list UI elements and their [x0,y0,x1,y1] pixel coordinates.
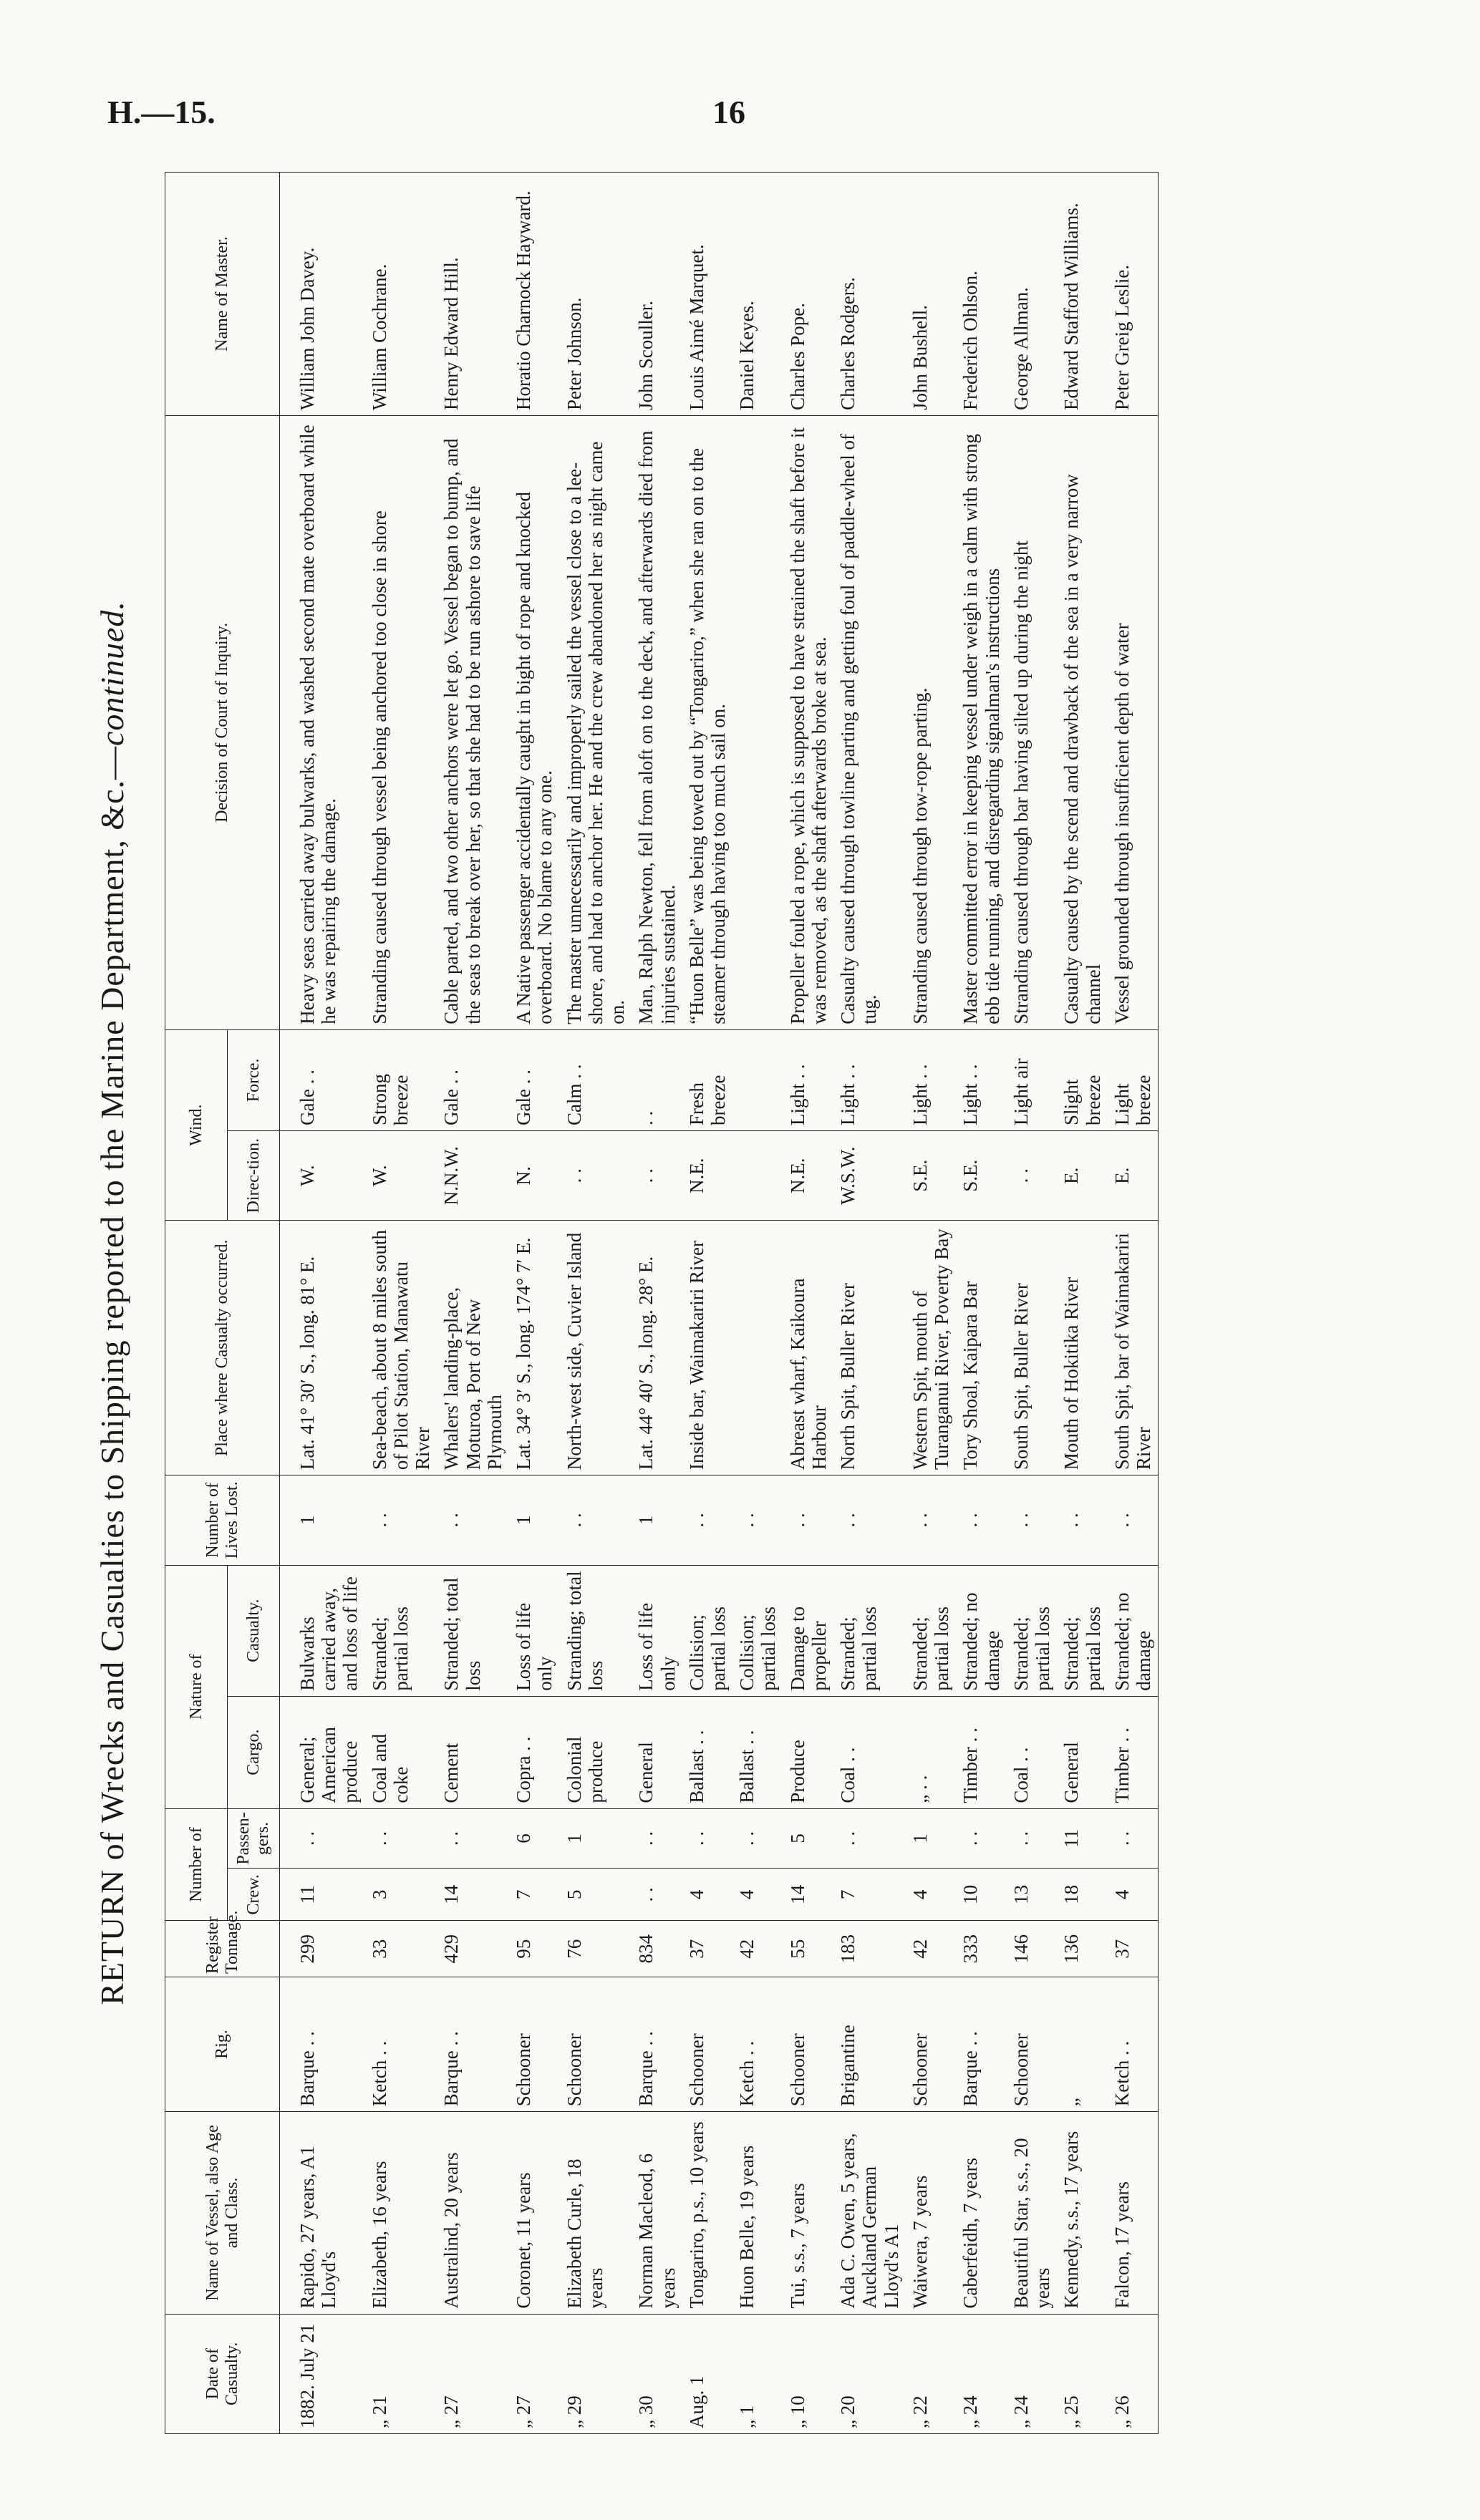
cell-master: Henry Edward Hill. [437,173,509,416]
cell-force: Strong breeze [365,1029,437,1130]
cell-place: Western Spit, mouth of Turanganui River, Poverty Bay [906,1221,956,1475]
cell-passengers: 6 [509,1808,559,1869]
rotated-page-content [93,172,1325,2434]
cell-casualty: Collision; partial loss [732,1565,783,1696]
page-code: H.—15. [107,94,216,130]
cell-place: Lat. 44° 40′ S., long. 28° E. [632,1221,682,1475]
cell-decision: Heavy seas carried away bulwarks, and washed second mate overboard while he was repairing the damage. [293,416,365,1030]
cell-date: „ 30 [632,2314,682,2433]
cell-direction: S.E. [956,1130,1006,1221]
cell-date: „ 29 [560,2314,632,2433]
cell-master: William Cochrane. [365,173,437,416]
cell-cargo: General; American produce [293,1696,365,1808]
cell-casualty: Damage to propeller [783,1565,833,1696]
cell-rig: Ketch . . [365,1977,437,2111]
cell-direction: . . [560,1130,632,1221]
title-continued: continued. [94,601,130,746]
cell-vessel: Elizabeth, 16 years [365,2112,437,2314]
table-body [280,173,1159,2434]
cell-master: Peter Johnson. [560,173,632,416]
cell-crew: 4 [732,1869,783,1921]
table-row [1057,173,1107,2434]
table-row [682,173,732,2434]
casualty-table [165,172,1159,2434]
cell-casualty: Stranded; partial loss [1057,1565,1107,1696]
cell-casualty: Stranding; total loss [560,1565,632,1696]
cell-tonnage: 42 [732,1921,783,1977]
cell-master: Charles Rodgers. [833,173,906,416]
cell-passengers: 11 [1057,1808,1107,1869]
col-header-master: Name of Master. [165,173,280,416]
table-row [509,173,559,2434]
cell-rig: Schooner [783,1977,833,2111]
cell-date: „ 27 [509,2314,559,2433]
title-main: RETURN of Wrecks and Casualties to Shipping reported to the Marine Department, &c.— [94,745,130,2005]
cell-tonnage: 42 [906,1921,956,1977]
cell-place: Lat. 34° 3′ S., long. 174° 7′ E. [509,1221,559,1475]
cell-direction: . . [632,1130,682,1221]
table-row [906,173,956,2434]
cell-force: Fresh breeze [682,1029,732,1130]
cell-vessel: Waiwera, 7 years [906,2112,956,2314]
cell-master: Horatio Charnock Hayward. [509,173,559,416]
col-header-direction: Direc-tion. [228,1130,280,1221]
cell-master: Daniel Keyes. [732,173,783,416]
cell-force: Gale . . [293,1029,365,1130]
cell-vessel: Rapido, 27 years, A1 Lloyd's [293,2112,365,2314]
cell-date: „ 25 [1057,2314,1107,2433]
cell-lives: . . [1108,1475,1159,1566]
cell-crew: 5 [560,1869,632,1921]
col-header-cargo: Cargo. [228,1696,280,1808]
cell-decision: The master unnecessarily and improperly sailed the vessel close to a lee-shore, and had to anchor her. He and the crew abandoned her as night came on. [560,416,632,1030]
col-header-nature-of: Nature of [165,1565,228,1808]
cell-rig: Barque . . [437,1977,509,2111]
cell-rig: Schooner [1007,1977,1057,2111]
cell-place: Lat. 41° 30′ S., long. 81° E. [293,1221,365,1475]
cell-passengers: . . [437,1808,509,1869]
cell-master: Peter Greig Leslie. [1108,173,1159,416]
cell-vessel: Caberfeidh, 7 years [956,2112,1006,2314]
cell-date: „ 22 [906,2314,956,2433]
cell-passengers: 1 [906,1808,956,1869]
cell-passengers: . . [833,1808,906,1869]
cell-date: „ 10 [783,2314,833,2433]
cell-tonnage: 55 [783,1921,833,1977]
cell-direction: E. [1057,1130,1107,1221]
cell-crew: 14 [437,1869,509,1921]
cell-place: Sea-beach, about 8 miles south of Pilot Station, Manawatu River [365,1221,437,1475]
cell-direction: W.S.W. [833,1130,906,1221]
col-header-decision: Decision of Court of Inquiry. [165,416,280,1030]
cell-place: North Spit, Buller River [833,1221,906,1475]
cell-crew: 7 [509,1869,559,1921]
cell-crew: 7 [833,1869,906,1921]
cell-force: Light . . [833,1029,906,1130]
cell-vessel: Huon Belle, 19 years [732,2112,783,2314]
cell-decision: Cable parted, and two other anchors were let go. Vessel began to bump, and the seas to break over her, so that she had to be run ashore to save life [437,416,509,1030]
col-header-date: Date of Casualty. [165,2314,280,2433]
cell-lives: . . [732,1475,783,1566]
cell-place: Abreast wharf, Kaikoura Harbour [783,1221,833,1475]
cell-date: „ 1 [732,2314,783,2433]
cell-rig: „ [1057,1977,1107,2111]
page-number: 16 [712,94,745,130]
cell-date: „ 21 [365,2314,437,2433]
cell-date: 1882. July 21 [293,2314,365,2433]
cell-cargo: Copra . . [509,1696,559,1808]
col-header-crew: Crew. [228,1869,280,1921]
table-row [1007,173,1057,2434]
cell-decision: Stranding caused through bar having silted up during the night [1007,416,1057,1030]
cell-crew: 10 [956,1869,1006,1921]
cell-direction [732,1130,783,1221]
cell-force: Slight breeze [1057,1029,1107,1130]
cell-direction: E. [1108,1130,1159,1221]
cell-direction: W. [365,1130,437,1221]
cell-rig: Schooner [906,1977,956,2111]
table-row [783,173,833,2434]
cell-date: „ 20 [833,2314,906,2433]
cell-casualty: Stranded; partial loss [833,1565,906,1696]
cell-rig: Brigantine [833,1977,906,2111]
cell-direction: N.E. [682,1130,732,1221]
cell-direction: W. [293,1130,365,1221]
cell-master: William John Davey. [293,173,365,416]
col-header-casualty: Casualty. [228,1565,280,1696]
cell-tonnage: 37 [682,1921,732,1977]
cell-tonnage: 299 [293,1921,365,1977]
table-row [833,173,906,2434]
cell-vessel: Falcon, 17 years [1108,2112,1159,2314]
page-title [93,172,150,2434]
cell-crew: 13 [1007,1869,1057,1921]
cell-lives: . . [833,1475,906,1566]
cell-rig: Ketch . . [732,1977,783,2111]
cell-passengers: . . [682,1808,732,1869]
cell-passengers: . . [632,1808,682,1869]
cell-decision: Vessel grounded through insufficient depth of water [1108,416,1159,1030]
cell-force: Light . . [783,1029,833,1130]
cell-lives: . . [682,1475,732,1566]
cell-vessel: Tui, s.s., 7 years [783,2112,833,2314]
cell-vessel: Elizabeth Curle, 18 years [560,2112,632,2314]
cell-force: Light . . [956,1029,1006,1130]
table-row [560,173,632,2434]
cell-tonnage: 429 [437,1921,509,1977]
cell-crew: . . [632,1869,682,1921]
cell-cargo: Ballast . . [682,1696,732,1808]
cell-casualty: Stranded; no damage [1108,1565,1159,1696]
cell-place [732,1221,783,1475]
cell-casualty: Stranded; partial loss [365,1565,437,1696]
cell-force: . . [632,1029,682,1130]
cell-cargo: General [1057,1696,1107,1808]
col-header-passengers: Passen-gers. [228,1808,280,1869]
cell-vessel: Tongariro, p.s., 10 years [682,2112,732,2314]
col-header-force: Force. [228,1029,280,1130]
cell-tonnage: 95 [509,1921,559,1977]
table-row [956,173,1006,2434]
cell-vessel: Kennedy, s.s., 17 years [1057,2112,1107,2314]
cell-master: John Bushell. [906,173,956,416]
table-row [1108,173,1159,2434]
cell-casualty: Stranded; partial loss [906,1565,956,1696]
cell-lives: 1 [293,1475,365,1566]
cell-force: Calm . . [560,1029,632,1130]
cell-tonnage: 333 [956,1921,1006,1977]
cell-cargo: Timber . . [956,1696,1006,1808]
cell-place: Inside bar, Waimakariri River [682,1221,732,1475]
cell-casualty: Stranded; total loss [437,1565,509,1696]
cell-place: Mouth of Hokitika River [1057,1221,1107,1475]
cell-tonnage: 76 [560,1921,632,1977]
cell-crew: 14 [783,1869,833,1921]
cell-master: John Scouller. [632,173,682,416]
cell-passengers: . . [732,1808,783,1869]
cell-date: „ 24 [1007,2314,1057,2433]
cell-casualty: Loss of life only [632,1565,682,1696]
table-row [293,173,365,2434]
cell-direction: N. [509,1130,559,1221]
cell-vessel: Coronet, 11 years [509,2112,559,2314]
cell-tonnage: 136 [1057,1921,1107,1977]
cell-cargo: Timber . . [1108,1696,1159,1808]
cell-casualty: Stranded; no damage [956,1565,1006,1696]
cell-passengers: . . [365,1808,437,1869]
cell-passengers: 5 [783,1808,833,1869]
cell-decision: Propeller fouled a rope, which is supposed to have strained the shaft before it was removed, as the shaft afterwards broke at sea. [783,416,833,1030]
cell-lives: . . [1057,1475,1107,1566]
cell-vessel: Norman Macleod, 6 years [632,2112,682,2314]
cell-force: Light air [1007,1029,1057,1130]
cell-place: South Spit, Buller River [1007,1221,1057,1475]
col-header-lives: Number of Lives Lost. [165,1475,280,1566]
col-header-tonnage: Register Tonnage. [165,1921,280,1977]
cell-lives: . . [365,1475,437,1566]
cell-vessel: Beautiful Star, s.s., 20 years [1007,2112,1057,2314]
cell-rig: Ketch . . [1108,1977,1159,2111]
cell-decision: A Native passenger accidentally caught in bight of rope and knocked overboard. No blame to any one. [509,416,559,1030]
cell-casualty: Loss of life only [509,1565,559,1696]
cell-master: Edward Stafford Williams. [1057,173,1107,416]
cell-tonnage: 834 [632,1921,682,1977]
cell-rig: Schooner [560,1977,632,2111]
cell-decision: Stranding caused through vessel being anchored too close in shore [365,416,437,1030]
cell-crew: 3 [365,1869,437,1921]
cell-lives: . . [437,1475,509,1566]
cell-master: Charles Pope. [783,173,833,416]
cell-decision: Master committed error in keeping vessel under weigh in a calm with strong ebb tide running, and disregarding signalman's instructions [956,416,1006,1030]
cell-crew: 18 [1057,1869,1107,1921]
col-header-wind: Wind. [165,1029,228,1221]
cell-lives: 1 [509,1475,559,1566]
cell-tonnage: 183 [833,1921,906,1977]
cell-direction: . . [1007,1130,1057,1221]
cell-place: Tory Shoal, Kaipara Bar [956,1221,1006,1475]
cell-date: „ 26 [1108,2314,1159,2433]
cell-direction: N.E. [783,1130,833,1221]
cell-cargo: „ . . [906,1696,956,1808]
cell-passengers: . . [956,1808,1006,1869]
cell-date: „ 24 [956,2314,1006,2433]
cell-tonnage: 146 [1007,1921,1057,1977]
cell-rig: Barque . . [632,1977,682,2111]
cell-crew: 11 [293,1869,365,1921]
cell-place: Whalers' landing-place, Moturoa, Port of New Plymouth [437,1221,509,1475]
cell-direction: N.N.W. [437,1130,509,1221]
cell-vessel: Australind, 20 years [437,2112,509,2314]
cell-decision: Man, Ralph Newton, fell from aloft on to the deck, and afterwards died from injuries sustained. [632,416,682,1030]
cell-cargo: Coal . . [833,1696,906,1808]
cell-crew: 4 [682,1869,732,1921]
cell-rig: Barque . . [956,1977,1006,2111]
cell-master: Frederich Ohlson. [956,173,1006,416]
cell-crew: 4 [906,1869,956,1921]
cell-rig: Schooner [509,1977,559,2111]
cell-cargo: Ballast . . [732,1696,783,1808]
col-header-vessel: Name of Vessel, also Age and Class. [165,2112,280,2314]
cell-decision [732,416,783,1030]
cell-force [732,1029,783,1130]
cell-casualty: Stranded; partial loss [1007,1565,1057,1696]
cell-lives: 1 [632,1475,682,1566]
cell-master: Louis Aimé Marquet. [682,173,732,416]
col-header-place: Place where Casualty occurred. [165,1221,280,1475]
cell-lives: . . [560,1475,632,1566]
cell-lives: . . [956,1475,1006,1566]
cell-lives: . . [783,1475,833,1566]
cell-cargo: Coal and coke [365,1696,437,1808]
cell-master: George Allman. [1007,173,1057,416]
cell-casualty: Collision; partial loss [682,1565,732,1696]
cell-passengers: . . [1108,1808,1159,1869]
cell-force: Light breeze [1108,1029,1159,1130]
cell-lives: . . [906,1475,956,1566]
cell-decision: Stranding caused through tow-rope parting. [906,416,956,1030]
cell-cargo: Produce [783,1696,833,1808]
cell-passengers: 1 [560,1808,632,1869]
col-header-rig: Rig. [165,1977,280,2111]
cell-rig: Schooner [682,1977,732,2111]
cell-casualty: Bulwarks carried away, and loss of life [293,1565,365,1696]
table-row [632,173,682,2434]
cell-lives: . . [1007,1475,1057,1566]
cell-cargo: Cement [437,1696,509,1808]
table-row [732,173,783,2434]
table-row [365,173,437,2434]
col-header-number-of: Number of [165,1808,228,1921]
cell-place: North-west side, Cuvier Island [560,1221,632,1475]
cell-direction: S.E. [906,1130,956,1221]
cell-decision: Casualty caused through towline parting and getting foul of paddle-wheel of tug. [833,416,906,1030]
cell-decision: “Huon Belle” was being towed out by “Tongariro,” when she ran on to the steamer through having too much sail on. [682,416,732,1030]
cell-tonnage: 33 [365,1921,437,1977]
cell-cargo: General [632,1696,682,1808]
cell-tonnage: 37 [1108,1921,1159,1977]
cell-force: Gale . . [509,1029,559,1130]
cell-date: Aug. 1 [682,2314,732,2433]
cell-rig: Barque . . [293,1977,365,2111]
cell-crew: 4 [1108,1869,1159,1921]
cell-place: South Spit, bar of Waimakariri River [1108,1221,1159,1475]
cell-cargo: Colonial produce [560,1696,632,1808]
cell-date: „ 27 [437,2314,509,2433]
cell-force: Gale . . [437,1029,509,1130]
cell-passengers: . . [293,1808,365,1869]
cell-decision: Casualty caused by the scend and drawback of the sea in a very narrow channel [1057,416,1107,1030]
cell-cargo: Coal . . [1007,1696,1057,1808]
cell-passengers: . . [1007,1808,1057,1869]
table-row [437,173,509,2434]
cell-vessel: Ada C. Owen, 5 years, Auckland German Lloyd's A1 [833,2112,906,2314]
cell-force: Light . . [906,1029,956,1130]
